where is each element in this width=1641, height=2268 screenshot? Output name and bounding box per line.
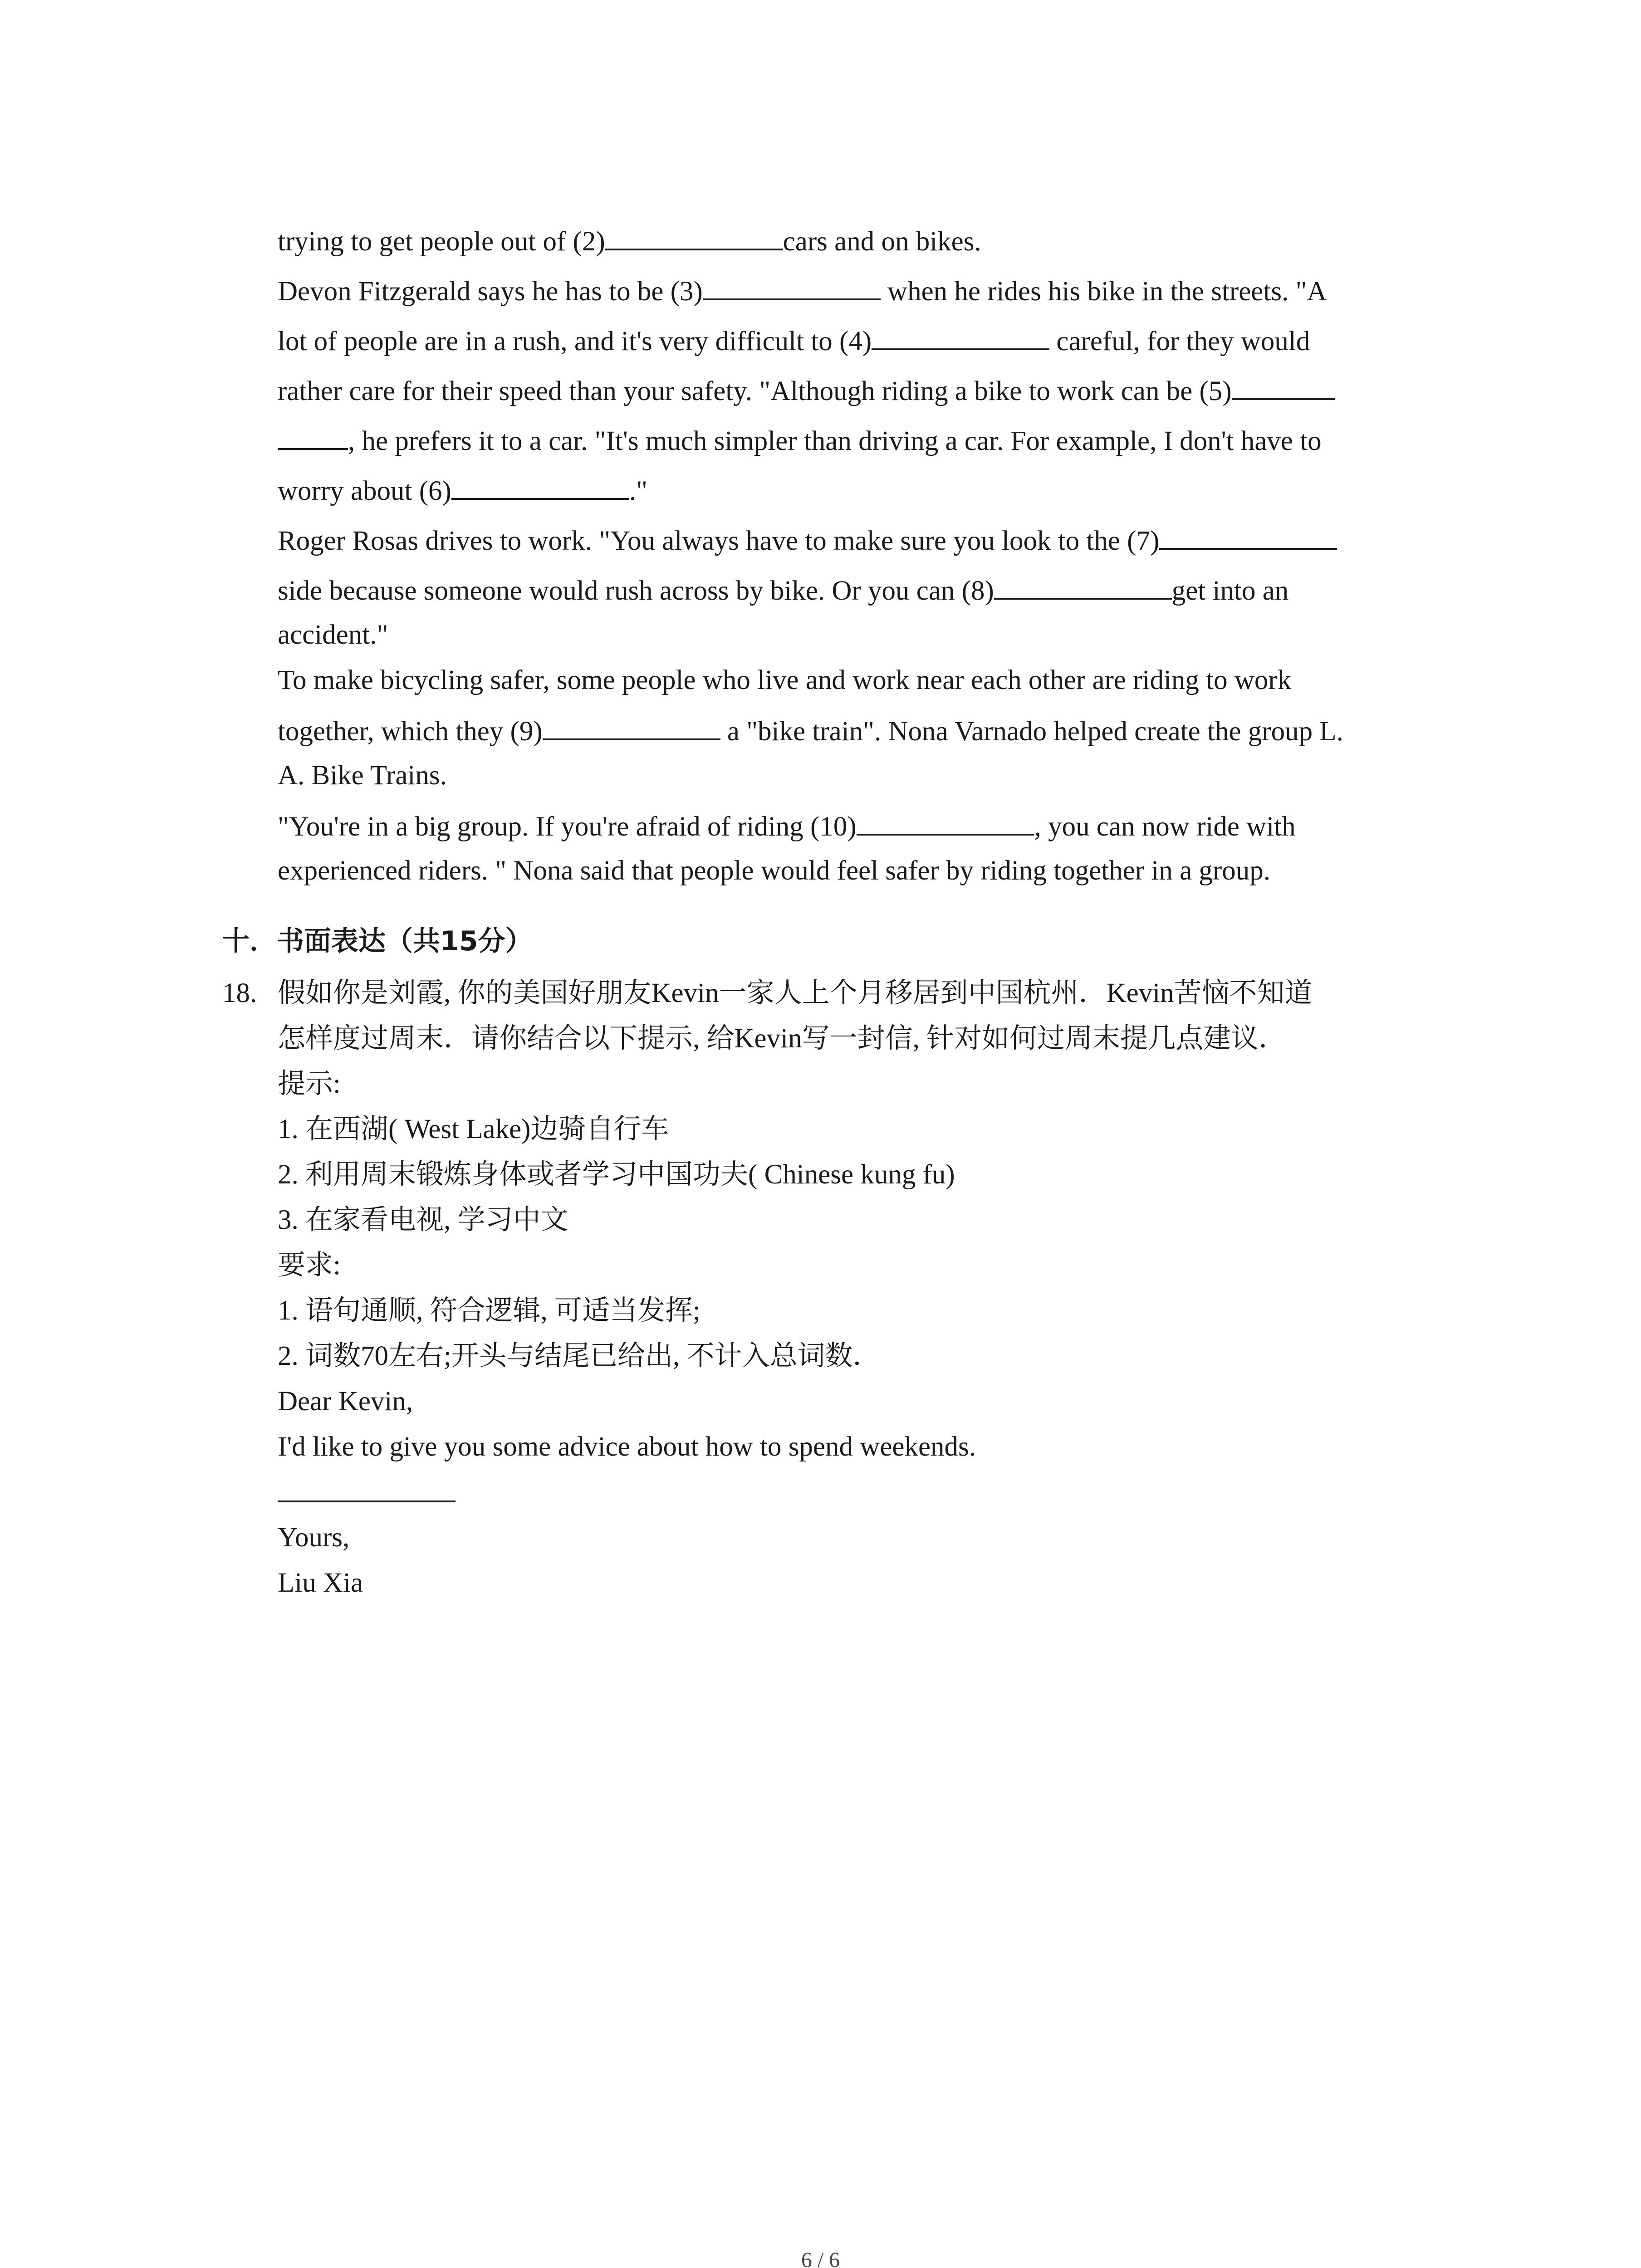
answer-blank-6[interactable]: [451, 472, 629, 500]
question-prompt-line-2: 怎样度过周末．请你结合以下提示, 给Kevin写一封信, 针对如何过周末提几点建议．: [278, 1023, 1287, 1054]
text: Devon Fitzgerald says he has to be (3): [278, 276, 703, 307]
requirements-label: 要求:: [278, 1250, 341, 1281]
text: .": [629, 476, 647, 506]
hint-item: 3. 在家看电视, 学习中文: [278, 1205, 568, 1235]
letter-closing: Yours,: [278, 1522, 350, 1553]
text: worry about (6): [278, 476, 451, 506]
answer-blank-letter[interactable]: [278, 1474, 456, 1502]
text: lot of people are in a rush, and it's very difficult to (4): [278, 326, 872, 357]
text: a "bike train". Nona Varnado helped create the group L.: [720, 716, 1343, 747]
passage-line-2: [278, 272, 1327, 308]
hint-item: 1. 在西湖( West Lake)边骑自行车: [278, 1114, 669, 1144]
passage-line-12: A. Bike Trains.: [278, 760, 447, 791]
answer-blank-8[interactable]: [994, 572, 1172, 600]
letter-opening: I'd like to give you some advice about how to spend weekends.: [278, 1432, 976, 1462]
question-prompt-line-1: 假如你是刘霞, 你的美国好朋友Kevin一家人上个月移居到中国杭州．Kevin苦恼不知道: [278, 978, 1313, 1008]
answer-blank-10[interactable]: [857, 807, 1034, 836]
answer-blank-4[interactable]: [872, 322, 1049, 350]
text: careful, for they would: [1049, 326, 1310, 357]
hint-item: 2. 利用周末锻炼身体或者学习中国功夫( Chinese kung fu): [278, 1159, 955, 1190]
text: get into an: [1171, 576, 1289, 606]
question-number: 18.: [222, 978, 257, 1008]
passage-line-11: [278, 712, 1343, 748]
passage-line-6: [278, 472, 647, 508]
text: when he rides his bike in the streets. "A: [880, 276, 1327, 307]
text: , he prefers it to a car. "It's much simpler than driving a car. For example, I don't have to: [348, 426, 1322, 456]
answer-blank-7[interactable]: [1159, 522, 1337, 550]
letter-body-blank[interactable]: [278, 1474, 456, 1510]
passage-line-10: To make bicycling safer, some people who live and work near each other are riding to work: [278, 665, 1292, 695]
text: side because someone would rush across by bike. Or you can (8): [278, 576, 994, 606]
requirement-item: 1. 语句通顺, 符合逻辑, 可适当发挥;: [278, 1295, 700, 1326]
text: Roger Rosas drives to work. "You always have to make sure you look to the (7): [278, 526, 1160, 556]
text: trying to get people out of (2): [278, 226, 605, 257]
requirement-item: 2. 词数70左右;开头与结尾已给出, 不计入总词数．: [278, 1341, 881, 1371]
text: together, which they (9): [278, 716, 543, 747]
answer-blank-3[interactable]: [703, 272, 881, 300]
answer-blank-9[interactable]: [543, 712, 720, 740]
answer-blank-5[interactable]: [1232, 372, 1335, 400]
passage-line-4: [278, 372, 1335, 408]
letter-signature: Liu Xia: [278, 1568, 363, 1598]
passage-line-14: experienced riders. " Nona said that people would feel safer by riding together in a group.: [278, 855, 1270, 886]
text: , you can now ride with: [1034, 811, 1296, 842]
answer-blank-5-cont[interactable]: [278, 422, 348, 450]
passage-line-1: [278, 222, 981, 259]
passage-line-3: [278, 322, 1310, 358]
passage-line-9: accident.": [278, 620, 388, 650]
hints-label: 提示:: [278, 1069, 341, 1099]
text: rather care for their speed than your safety. "Although riding a bike to work can be (5): [278, 376, 1232, 406]
text: "You're in a big group. If you're afraid of riding (10): [278, 811, 857, 842]
section-title: 十．书面表达（共15分）: [222, 925, 533, 957]
letter-salutation: Dear Kevin,: [278, 1386, 413, 1417]
passage-line-8: [278, 572, 1288, 608]
text: cars and on bikes.: [783, 226, 981, 257]
answer-blank-2[interactable]: [605, 222, 783, 250]
passage-line-13: [278, 807, 1296, 844]
passage-line-7: [278, 522, 1337, 558]
passage-line-5: [278, 422, 1322, 458]
page-number: 6 / 6: [801, 2248, 840, 2268]
